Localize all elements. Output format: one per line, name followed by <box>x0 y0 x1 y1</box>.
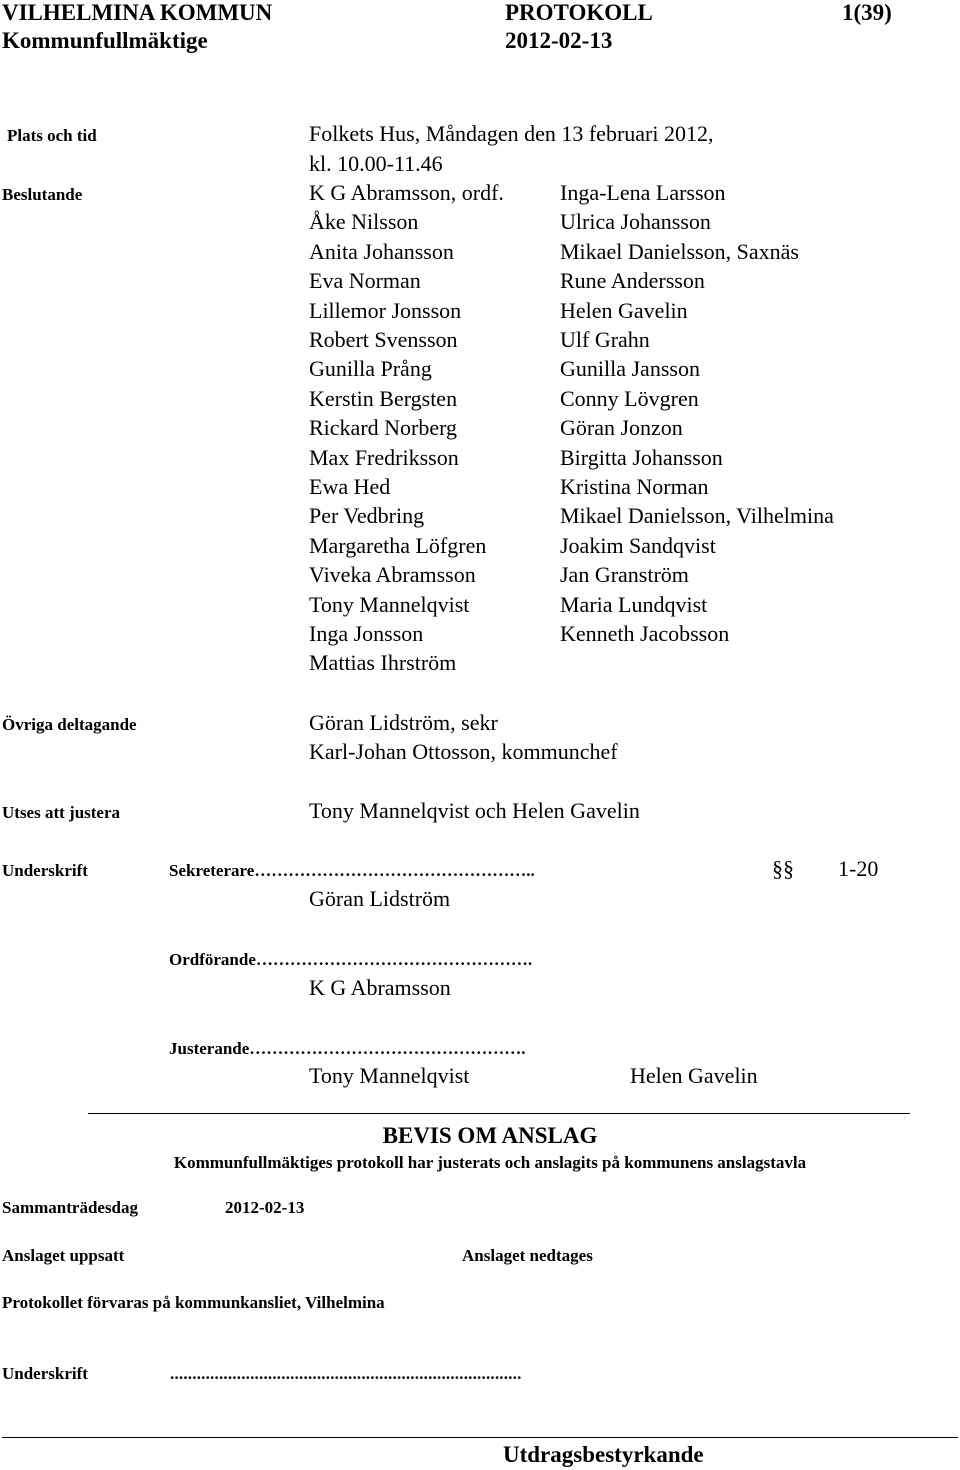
paragraph-sign: §§ <box>772 856 794 881</box>
beslutande-right-item: Jan Granström <box>560 562 689 587</box>
anslaget-nedtages-label: Anslaget nedtages <box>462 1246 593 1265</box>
beslutande-left-item: Tony Mannelqvist <box>309 592 470 617</box>
page-number: 1(39) <box>842 0 892 25</box>
org-name: VILHELMINA KOMMUN <box>2 0 273 25</box>
beslutande-left-item: Gunilla Prång <box>309 356 432 381</box>
beslutande-left-item: Rickard Norberg <box>309 415 458 440</box>
beslutande-right-item: Helen Gavelin <box>560 298 688 323</box>
divider-top <box>88 1113 910 1114</box>
beslutande-right-item: Inga-Lena Larsson <box>560 180 726 205</box>
beslutande-left-item: Lillemor Jonsson <box>309 298 462 323</box>
ovriga-line2: Karl-Johan Ottosson, kommunchef <box>309 739 618 764</box>
utdragsbestyrkande-title: Utdragsbestyrkande <box>503 1442 704 1467</box>
paragraph-range: 1-20 <box>838 856 879 881</box>
beslutande-right-item: Gunilla Jansson <box>560 356 700 381</box>
plats-label: Plats och tid <box>7 126 97 145</box>
beslutande-right-item: Conny Lövgren <box>560 386 699 411</box>
ovriga-label: Övriga deltagande <box>2 715 137 734</box>
beslutande-right-item: Kristina Norman <box>560 474 709 499</box>
utses-label: Utses att justera <box>2 803 121 822</box>
beslutande-left-item: Inga Jonsson <box>309 621 424 646</box>
meeting-date: 2012-02-13 <box>505 28 613 53</box>
beslutande-left-item: Viveka Abramsson <box>309 562 476 587</box>
beslutande-right-item: Göran Jonzon <box>560 415 683 440</box>
plats-line2: kl. 10.00-11.46 <box>309 151 443 176</box>
sekreterare-name: Göran Lidström <box>309 886 451 911</box>
justerande-name-1: Tony Mannelqvist <box>309 1063 470 1088</box>
beslutande-left-item: K G Abramsson, ordf. <box>309 180 504 205</box>
doc-type: PROTOKOLL <box>505 0 653 25</box>
beslutande-left-item: Margaretha Löfgren <box>309 533 487 558</box>
beslutande-right-item: Joakim Sandqvist <box>560 533 716 558</box>
beslutande-right-item: Mikael Danielsson, Saxnäs <box>560 239 799 264</box>
anslaget-uppsatt-label: Anslaget uppsatt <box>2 1246 125 1265</box>
sekreterare-label: Sekreterare………………………………………….. <box>169 861 535 880</box>
bevis-subtitle: Kommunfullmäktiges protokoll har justerats och anslagits på kommunens anslagstavla <box>173 1153 807 1172</box>
beslutande-right-item: Ulrica Johansson <box>560 209 711 234</box>
underskrift-label: Underskrift <box>2 861 88 880</box>
beslutande-right-item: Kenneth Jacobsson <box>560 621 730 646</box>
beslutande-left-item: Kerstin Bergsten <box>309 386 458 411</box>
bevis-underskrift-label: Underskrift <box>2 1364 88 1383</box>
justerande-name-2: Helen Gavelin <box>630 1063 758 1088</box>
beslutande-left-item: Mattias Ihrström <box>309 650 457 675</box>
ordforande-label: Ordförande…………………………………………. <box>169 950 533 969</box>
beslutande-right-item: Maria Lundqvist <box>560 592 708 617</box>
beslutande-right-item: Mikael Danielsson, Vilhelmina <box>560 503 834 528</box>
beslutande-left-item: Åke Nilsson <box>309 209 419 234</box>
bevis-underskrift-dots: ............................................................................... <box>170 1364 522 1383</box>
beslutande-left-item: Anita Johansson <box>309 239 454 264</box>
meeting-body: Kommunfullmäktige <box>2 28 208 53</box>
sammantradesdag-value: 2012-02-13 <box>225 1198 305 1217</box>
utses-value: Tony Mannelqvist och Helen Gavelin <box>309 798 640 823</box>
forvaras-text: Protokollet förvaras på kommunkansliet, Vilhelmina <box>2 1293 385 1312</box>
justerande-label: Justerande…………………………………………. <box>169 1039 526 1058</box>
bevis-title: BEVIS OM ANSLAG <box>382 1123 598 1148</box>
sammantradesdag-label: Sammanträdesdag <box>2 1198 139 1217</box>
beslutande-left-item: Eva Norman <box>309 268 421 293</box>
beslutande-left-item: Robert Svensson <box>309 327 458 352</box>
beslutande-label: Beslutande <box>2 185 83 204</box>
ovriga-line1: Göran Lidström, sekr <box>309 710 498 735</box>
beslutande-right-item: Birgitta Johansson <box>560 445 723 470</box>
divider-bottom <box>2 1437 958 1438</box>
ordforande-name: K G Abramsson <box>309 975 451 1000</box>
beslutande-left-item: Ewa Hed <box>309 474 391 499</box>
beslutande-right-item: Rune Andersson <box>560 268 705 293</box>
beslutande-left-item: Per Vedbring <box>309 503 425 528</box>
beslutande-left-item: Max Fredriksson <box>309 445 459 470</box>
plats-line1: Folkets Hus, Måndagen den 13 februari 2012, <box>309 121 714 146</box>
beslutande-right-item: Ulf Grahn <box>560 327 650 352</box>
